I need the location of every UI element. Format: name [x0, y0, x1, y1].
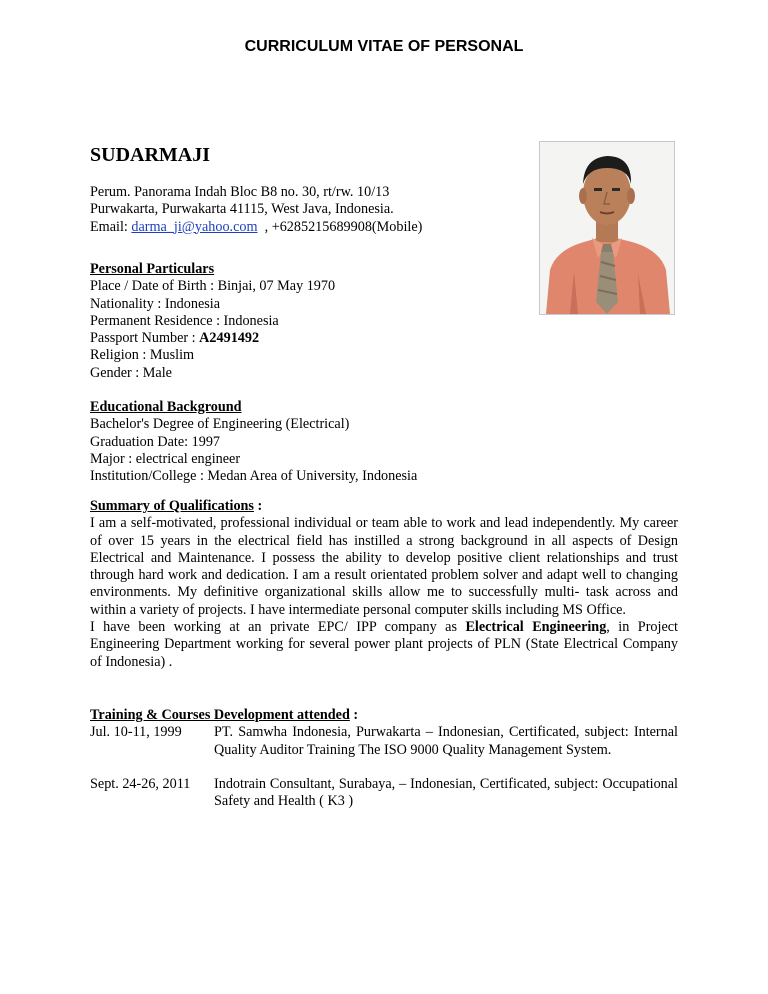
- training-heading-colon: :: [349, 707, 359, 723]
- training-heading-line: [90, 707, 678, 724]
- training-heading: Training & Courses Development attended: [90, 707, 350, 723]
- personal-particulars-section: [90, 261, 678, 382]
- training-date: Sept. 24-26, 2011: [90, 775, 191, 792]
- contact-block: [90, 184, 530, 236]
- training-description: PT. Samwha Indonesia, Purwakarta – Indonesian, Certificated, subject: Internal Quality Auditor Training The ISO 9000 Quality Management System.: [214, 724, 678, 758]
- summary-heading: Summary of Qualifications: [90, 498, 254, 514]
- summary-p2-role: Electrical Engineering: [465, 619, 607, 636]
- major-info: Major : electrical engineer: [90, 450, 241, 467]
- training-spacer: [90, 759, 678, 776]
- gender-info: Gender : Male: [90, 364, 172, 381]
- candidate-name: SUDARMAJI: [90, 144, 210, 166]
- training-section: [90, 707, 678, 810]
- summary-paragraph-1: I am a self-motivated, professional individual or team able to work and lead independently. My career of over 15 years in the electrical field has instilled a strong background in all aspects of Design Electrical and Maintenance. I possess the ability to develop positive client relationships and trust through hard work and dedication. I am a result orientated problem solver and adapt well to changing environments. My definitive organizational skills allow me to successfully multi- task across and within a variety of projects. I have intermediate personal computer skills including MS Office.: [90, 515, 678, 618]
- education-heading: Educational Background: [90, 399, 242, 415]
- passport-label: Passport Number :: [90, 330, 200, 347]
- training-item: [90, 724, 678, 759]
- email-line: [90, 219, 530, 236]
- birth-info: Place / Date of Birth : Binjai, 07 May 1970: [90, 278, 336, 295]
- summary-p2-end: , in Project Engineering Department working for several power plant projects of PLN (State Electrical Company of Indonesia) .: [90, 619, 678, 670]
- document-title: CURRICULUM VITAE OF PERSONAL: [244, 38, 524, 55]
- training-item: [90, 776, 678, 811]
- summary-heading-line: [90, 498, 678, 515]
- institution-info: Institution/College : Medan Area of University, Indonesia: [90, 468, 418, 485]
- email-link[interactable]: darma_ji@yahoo.com: [131, 218, 258, 235]
- nationality-info: Nationality : Indonesia: [90, 295, 221, 312]
- summary-p2-start: I have been working at an private EPC/ IPP company as: [90, 619, 466, 636]
- summary-paragraph-2: [90, 619, 678, 671]
- summary-section: [90, 498, 678, 671]
- address-line-2: Purwakarta, Purwakarta 41115, West Java, Indonesia.: [90, 201, 394, 218]
- education-section: [90, 399, 678, 485]
- personal-particulars-heading: Personal Particulars: [90, 261, 215, 277]
- phone-number: , +6285215689908(Mobile): [257, 218, 423, 235]
- training-description: Indotrain Consultant, Surabaya, – Indonesian, Certificated, subject: Occupational Safety and Health ( K3 ): [214, 775, 678, 810]
- email-label: Email:: [90, 218, 132, 235]
- summary-heading-colon: :: [253, 498, 263, 514]
- passport-info: [90, 330, 678, 347]
- passport-number: A2491492: [199, 330, 260, 347]
- residence-info: Permanent Residence : Indonesia: [90, 312, 279, 329]
- religion-info: Religion : Muslim: [90, 347, 195, 364]
- training-date: Jul. 10-11, 1999: [90, 724, 182, 741]
- address-line-1: Perum. Panorama Indah Bloc B8 no. 30, rt/rw. 10/13: [90, 184, 390, 200]
- graduation-info: Graduation Date: 1997: [90, 433, 221, 450]
- degree-info: Bachelor's Degree of Engineering (Electrical): [90, 416, 350, 433]
